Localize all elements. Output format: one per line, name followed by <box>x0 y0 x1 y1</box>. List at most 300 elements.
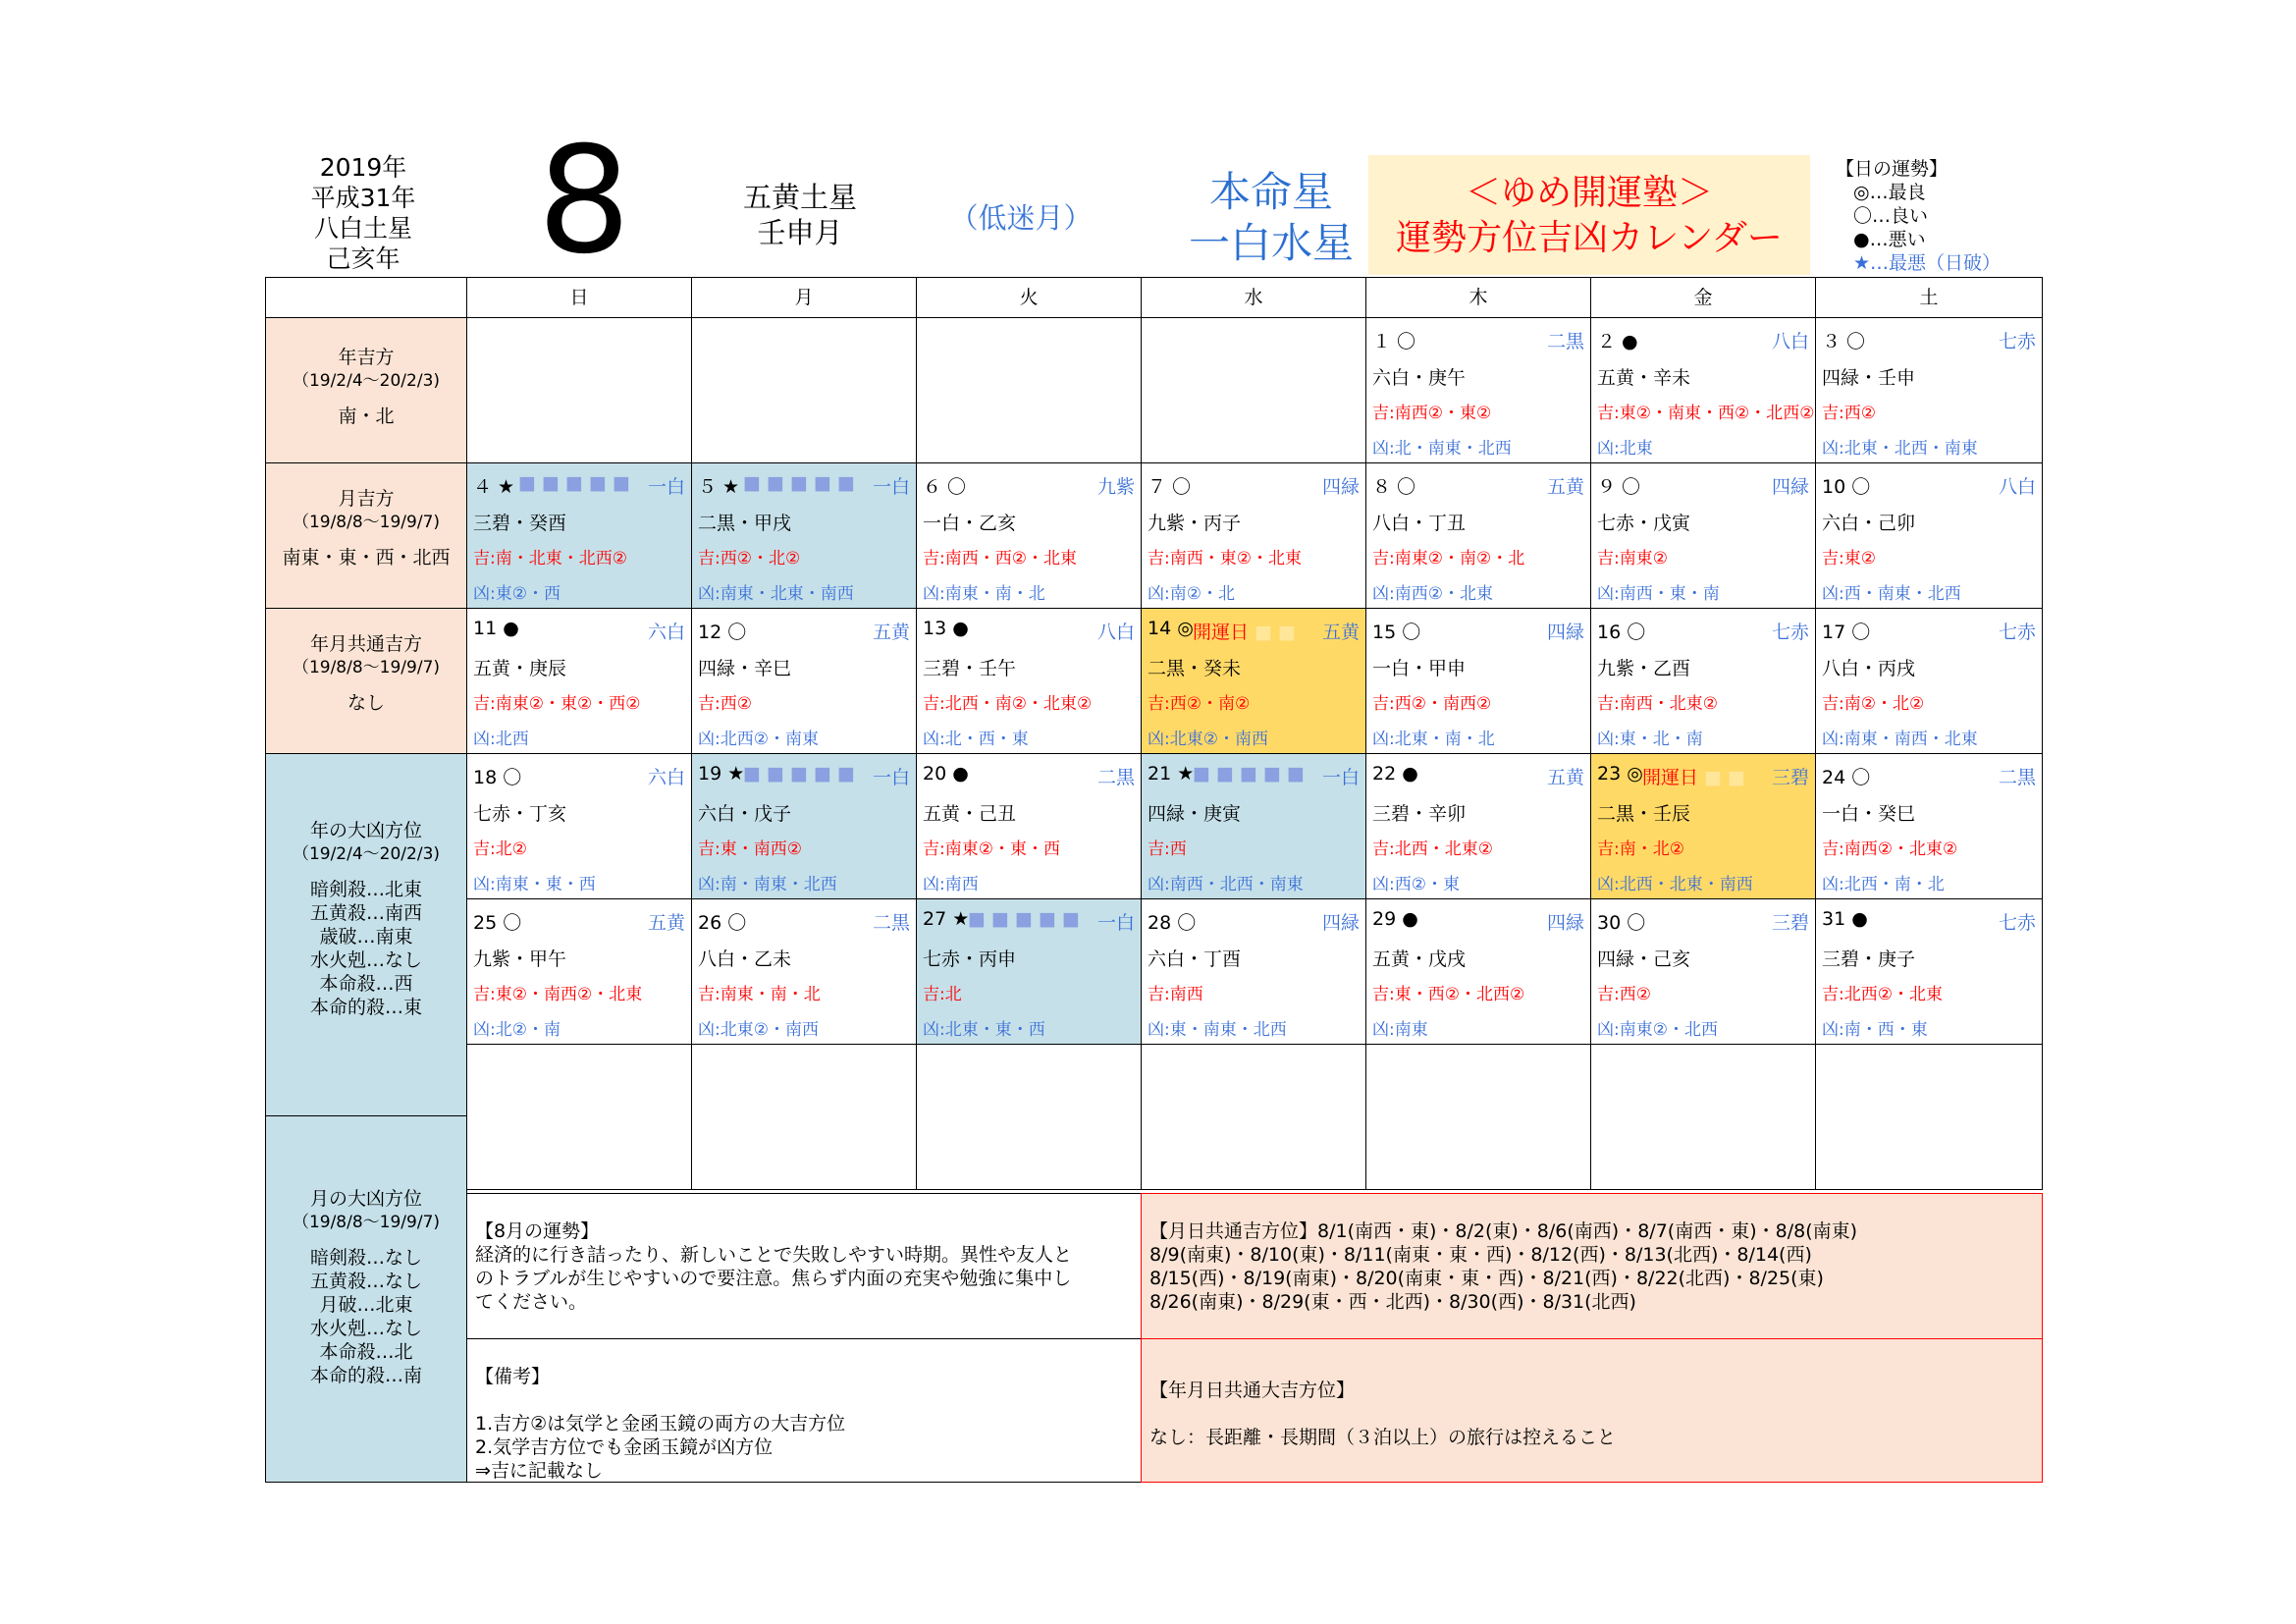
box-title: 【備考】 <box>475 1366 551 1387</box>
day-cell[interactable] <box>1141 898 1366 1045</box>
legend-line: 【日の運勢】 <box>1836 158 1949 180</box>
side-period: （19/2/4～20/2/3) <box>292 371 441 391</box>
day-eto: 四緑・辛巳 <box>698 658 792 679</box>
day-kippo: 吉:南東②・南②・北 <box>1372 549 1525 568</box>
day-number: 15 <box>1372 622 1397 643</box>
day-eto: 一白・乙亥 <box>923 513 1017 534</box>
side-nen-daikyo <box>265 753 467 1116</box>
weekday-sat: 土 <box>1815 277 2043 318</box>
calendar-grid <box>265 277 2043 1483</box>
fortune-mark: ● <box>1851 908 1868 930</box>
empty-day-cell <box>916 317 1142 463</box>
side-line: 暗剣殺…北東 <box>309 879 422 900</box>
legend-line: ●…悪い <box>1853 229 1926 250</box>
day-number: ３ <box>1822 331 1842 352</box>
day-cell[interactable] <box>1590 462 1816 609</box>
day-kyusei: 五黄 <box>1546 476 1584 498</box>
day-kyoho: 凶:南西・北西・南東 <box>1148 875 1304 894</box>
side-title: 月の大凶方位 <box>309 1188 422 1210</box>
day-kippo: 吉:南東② <box>1597 549 1668 568</box>
title-line: ＜ゆめ開運塾＞ <box>1465 173 1713 213</box>
fortune-mark: ★ <box>952 908 970 930</box>
fortune-mark: ● <box>952 618 969 639</box>
fortune-mark: ● <box>1402 763 1418 785</box>
legend-line: ★…最悪（日破） <box>1853 252 2002 274</box>
day-cell[interactable] <box>916 898 1142 1045</box>
corner-cell <box>265 277 467 318</box>
day-kippo: 吉:北西・南②・北東② <box>923 694 1093 714</box>
empty-day-cell <box>1365 1044 1591 1190</box>
month-star-line: 五黄土星 <box>742 181 857 214</box>
day-number: 19 <box>698 763 722 785</box>
day-eto: 五黄・己丑 <box>923 803 1017 825</box>
day-kyoho: 凶:北西②・南東 <box>698 730 819 749</box>
day-kyusei: 五黄 <box>647 912 685 934</box>
nippa-squares: ■ ■ ■ ■ ■ <box>1193 763 1305 785</box>
day-kippo: 吉:東② <box>1822 549 1876 568</box>
day-kippo: 吉:東②・南西②・北東 <box>473 985 643 1004</box>
day-eto: 六白・己卯 <box>1822 513 1916 534</box>
empty-day-cell <box>1815 1044 2043 1190</box>
day-number: １ <box>1372 331 1392 352</box>
legend-line: 〇…良い <box>1853 205 1929 227</box>
day-kyusei: 四緑 <box>1321 476 1360 498</box>
weekday-mon: 月 <box>691 277 917 318</box>
day-kyoho: 凶:南②・北 <box>1148 584 1235 604</box>
side-period: （19/8/8～19/9/7) <box>292 513 441 532</box>
day-kyusei: 七赤 <box>1998 331 2036 352</box>
empty-day-cell <box>916 1044 1142 1190</box>
day-kyoho: 凶:南西・東・南 <box>1597 584 1720 604</box>
common-kippo-box <box>1141 1193 2043 1339</box>
day-kyoho: 凶:北②・南 <box>473 1020 561 1040</box>
day-cell[interactable] <box>1815 898 2043 1045</box>
day-cell[interactable] <box>1815 608 2043 754</box>
day-kyoho: 凶:南東②・北西 <box>1597 1020 1718 1040</box>
day-eto: 三碧・辛卯 <box>1372 803 1467 825</box>
month-number: 8 <box>537 116 631 287</box>
day-kippo: 吉:南・北② <box>1597 839 1684 859</box>
fortune-mark: 〇 <box>1177 912 1197 934</box>
side-line: 本命的殺…南 <box>309 1365 422 1386</box>
day-eto: 二黒・壬辰 <box>1597 803 1691 825</box>
day-cell[interactable] <box>1141 753 1366 899</box>
empty-day-cell <box>466 1044 692 1190</box>
day-cell[interactable] <box>466 753 692 899</box>
side-line: 暗剣殺…なし <box>309 1247 422 1269</box>
fortune-mark: ★ <box>498 476 515 498</box>
day-eto: 六白・庚午 <box>1372 367 1467 389</box>
box-line: 8/26(南東)・8/29(東・西・北西)・8/30(西)・8/31(北西) <box>1149 1291 1636 1313</box>
day-number: 25 <box>473 912 498 934</box>
day-eto: 八白・丁丑 <box>1372 513 1467 534</box>
day-kippo: 吉:東②・南東・西②・北西② <box>1597 404 1815 423</box>
side-line: 水火剋…なし <box>309 949 422 971</box>
day-number: 23 <box>1597 763 1622 785</box>
day-kyusei: 七赤 <box>1998 622 2036 643</box>
day-eto: 九紫・乙酉 <box>1597 658 1691 679</box>
title-line: 運勢方位吉凶カレンダー <box>1396 218 1783 258</box>
day-kyusei: 八白 <box>1998 476 2036 498</box>
day-eto: 二黒・甲戌 <box>698 513 792 534</box>
day-kyoho: 凶:南西 <box>923 875 979 894</box>
day-eto: 五黄・辛未 <box>1597 367 1691 389</box>
day-number: 27 <box>923 908 947 930</box>
day-cell[interactable] <box>1815 462 2043 609</box>
box-line: 経済的に行き詰ったり、新しいことで失敗しやすい時期。異性や友人と <box>475 1244 1073 1266</box>
empty-day-cell <box>691 317 917 463</box>
side-title: 年吉方 <box>338 347 395 368</box>
day-kippo: 吉:南西②・東② <box>1372 404 1492 423</box>
day-kyusei: 一白 <box>872 476 910 498</box>
day-kyoho: 凶:東②・西 <box>473 584 561 604</box>
side-line: 本命的殺…東 <box>309 997 422 1018</box>
day-eto: 七赤・戊寅 <box>1597 513 1691 534</box>
month-note: （低迷月） <box>949 201 1093 235</box>
day-kyoho: 凶:北西 <box>473 730 529 749</box>
year-line: 平成31年 <box>310 184 416 212</box>
day-kippo: 吉:東・西②・北西② <box>1372 985 1525 1004</box>
day-kyoho: 凶:北西・北東・南西 <box>1597 875 1753 894</box>
day-number: 20 <box>923 763 947 785</box>
day-kyoho: 凶:北東②・南西 <box>1148 730 1268 749</box>
day-cell[interactable] <box>691 753 917 899</box>
side-line: 本命殺…西 <box>319 973 413 995</box>
day-number: 21 <box>1148 763 1172 785</box>
box-title: 【年月日共通大吉方位】 <box>1149 1380 1356 1401</box>
day-eto: 六白・丁酉 <box>1148 948 1242 970</box>
day-kyoho: 凶:北西・南・北 <box>1822 875 1945 894</box>
fortune-mark: ★ <box>1177 763 1195 785</box>
day-kyusei: 七赤 <box>1998 912 2036 934</box>
day-eto: 三碧・癸酉 <box>473 513 567 534</box>
fortune-mark: 〇 <box>1622 476 1641 498</box>
month-star <box>726 180 874 250</box>
day-eto: 九紫・丙子 <box>1148 513 1242 534</box>
fortune-mark: 〇 <box>1397 476 1416 498</box>
day-cell[interactable] <box>466 462 692 609</box>
side-nen-kippo <box>265 317 467 463</box>
fortune-mark: 〇 <box>1627 912 1646 934</box>
empty-day-cell <box>1141 1044 1366 1190</box>
kaiun-label: 開運日 ■ ■ <box>1193 622 1297 643</box>
day-kippo: 吉:北西②・北東 <box>1822 985 1943 1004</box>
side-line: 本命殺…北 <box>319 1341 413 1363</box>
day-eto: 二黒・癸未 <box>1148 658 1242 679</box>
day-cell[interactable] <box>691 898 917 1045</box>
nippa-squares: ■ ■ ■ ■ ■ <box>743 763 855 785</box>
calendar-title <box>1368 155 1810 275</box>
day-kyoho: 凶:北・西・東 <box>923 730 1029 749</box>
day-kyoho: 凶:北東②・南西 <box>698 1020 819 1040</box>
daikichi-box <box>1141 1338 2043 1483</box>
fortune-mark: ◎ <box>1177 618 1194 639</box>
day-cell[interactable] <box>916 608 1142 754</box>
day-kyusei: 二黒 <box>1998 767 2036 788</box>
box-line: 2.気学吉方位でも金函玉鏡が凶方位 <box>475 1436 774 1458</box>
fortune-mark: 〇 <box>1851 767 1871 788</box>
day-kyusei: 九紫 <box>1096 476 1135 498</box>
day-kyusei: 六白 <box>647 622 685 643</box>
day-kippo: 吉:西 <box>1148 839 1187 859</box>
fortune-mark: 〇 <box>727 912 747 934</box>
side-period: （19/8/8～19/9/7) <box>292 658 441 677</box>
day-eto: 四緑・庚寅 <box>1148 803 1242 825</box>
fortune-mark: 〇 <box>1851 622 1871 643</box>
day-kippo: 吉:西② <box>1597 985 1651 1004</box>
side-line: 五黄殺…南西 <box>309 902 422 924</box>
day-kyoho: 凶:北東・南・北 <box>1372 730 1495 749</box>
fortune-mark: ★ <box>722 476 740 498</box>
fortune-mark: 〇 <box>1402 622 1421 643</box>
day-kyusei: 八白 <box>1771 331 1809 352</box>
day-number: 16 <box>1597 622 1622 643</box>
empty-day-cell <box>691 1044 917 1190</box>
day-cell[interactable] <box>1141 462 1366 609</box>
day-eto: 四緑・己亥 <box>1597 948 1691 970</box>
day-number: 13 <box>923 618 947 639</box>
day-number: ６ <box>923 476 942 498</box>
day-cell[interactable] <box>1365 898 1591 1045</box>
day-eto: 五黄・戊戌 <box>1372 948 1467 970</box>
side-line: 水火剋…なし <box>309 1318 422 1339</box>
day-number: 10 <box>1822 476 1846 498</box>
side-title: 年の大凶方位 <box>309 820 422 841</box>
legend-line: ◎…最良 <box>1853 182 1926 203</box>
day-number: 18 <box>473 767 498 788</box>
weekday-thu: 木 <box>1365 277 1591 318</box>
box-line: 【月日共通吉方位】8/1(南西・東)・8/2(東)・8/6(南西)・8/7(南西・東)・8/8(南東) <box>1149 1220 1858 1242</box>
day-cell[interactable] <box>691 608 917 754</box>
day-eto: 五黄・庚辰 <box>473 658 567 679</box>
day-eto: 六白・戊子 <box>698 803 792 825</box>
fortune-mark: ● <box>1402 908 1418 930</box>
day-eto: 四緑・壬申 <box>1822 367 1916 389</box>
weekday-fri: 金 <box>1590 277 1816 318</box>
day-kyoho: 凶:西②・東 <box>1372 875 1460 894</box>
side-tsuki-daikyo <box>265 1115 467 1483</box>
day-kippo: 吉:南②・北② <box>1822 694 1925 714</box>
day-kippo: 吉:南西・西②・北東 <box>923 549 1077 568</box>
day-number: ８ <box>1372 476 1392 498</box>
year-info <box>294 152 432 274</box>
year-line: 八白土星 <box>313 214 412 243</box>
day-kyoho: 凶:東・南東・北西 <box>1148 1020 1287 1040</box>
box-title: 【8月の運勢】 <box>475 1220 600 1242</box>
day-kyusei: 四緑 <box>1771 476 1809 498</box>
day-eto: 三碧・庚子 <box>1822 948 1916 970</box>
month-fortune-box <box>466 1193 1142 1339</box>
nippa-squares: ■ ■ ■ ■ ■ <box>743 472 855 494</box>
day-eto: 九紫・甲午 <box>473 948 567 970</box>
month-star-line: 壬申月 <box>757 216 843 249</box>
day-kyusei: 四緑 <box>1546 622 1584 643</box>
day-cell[interactable] <box>466 608 692 754</box>
day-cell[interactable] <box>1590 753 1816 899</box>
day-number: 30 <box>1597 912 1622 934</box>
box-line: 1.吉方②は気学と金函玉鏡の両方の大吉方位 <box>475 1413 846 1435</box>
day-kyoho: 凶:北東 <box>1597 439 1653 459</box>
fortune-mark: 〇 <box>947 476 967 498</box>
side-tsuki-kippo <box>265 462 467 609</box>
fortune-mark: 〇 <box>503 767 522 788</box>
fortune-mark: 〇 <box>1627 622 1646 643</box>
day-cell[interactable] <box>1815 317 2043 463</box>
day-kippo: 吉:北 <box>923 985 962 1004</box>
day-cell[interactable] <box>1365 462 1591 609</box>
side-title: 月吉方 <box>338 488 395 510</box>
day-number: 22 <box>1372 763 1397 785</box>
day-kyusei: 一白 <box>1096 912 1135 934</box>
day-eto: 八白・乙未 <box>698 948 792 970</box>
side-line: 歳破…南東 <box>319 926 413 947</box>
side-value: なし <box>347 692 385 714</box>
day-kippo: 吉:南東②・東②・西② <box>473 694 641 714</box>
fortune-mark: 〇 <box>1172 476 1192 498</box>
day-kyusei: 二黒 <box>1096 767 1135 788</box>
box-line: のトラブルが生じやすいので要注意。焦らず内面の充実や勉強に集中し <box>475 1268 1072 1289</box>
fortune-mark: ● <box>1622 331 1638 352</box>
day-kyoho: 凶:南東・南西・北東 <box>1822 730 1978 749</box>
box-line: 8/9(南東)・8/10(東)・8/11(南東・東・西)・8/12(西)・8/13(北西)・8/14(西) <box>1149 1244 1812 1266</box>
day-kippo: 吉:南西 <box>1148 985 1203 1004</box>
weekday-wed: 水 <box>1141 277 1366 318</box>
day-kippo: 吉:南東②・東・西 <box>923 839 1060 859</box>
day-kyusei: 三碧 <box>1771 767 1809 788</box>
weekday-tue: 火 <box>916 277 1142 318</box>
day-cell[interactable] <box>1590 317 1816 463</box>
honmei-star <box>1158 167 1384 269</box>
box-line: てください。 <box>475 1291 588 1313</box>
day-number: 29 <box>1372 908 1397 930</box>
day-number: 26 <box>698 912 722 934</box>
day-number: ９ <box>1597 476 1617 498</box>
day-kyusei: 四緑 <box>1321 912 1360 934</box>
fortune-mark: 〇 <box>1397 331 1416 352</box>
remarks-box <box>466 1338 1142 1483</box>
day-kyoho: 凶:南東・北東・南西 <box>698 584 854 604</box>
day-number: 14 <box>1148 618 1172 639</box>
fortune-mark: ● <box>952 763 969 785</box>
day-number: ４ <box>473 476 493 498</box>
day-kippo: 吉:南西・東②・北東 <box>1148 549 1302 568</box>
day-number: 11 <box>473 618 498 639</box>
day-cell[interactable] <box>466 898 692 1045</box>
day-kyusei: 五黄 <box>872 622 910 643</box>
day-kyusei: 二黒 <box>872 912 910 934</box>
year-line: 2019年 <box>319 153 407 182</box>
day-number: 28 <box>1148 912 1172 934</box>
day-cell[interactable] <box>1815 753 2043 899</box>
day-eto: 一白・甲申 <box>1372 658 1467 679</box>
day-kippo: 吉:西②・南西② <box>1372 694 1492 714</box>
day-kyusei: 五黄 <box>1321 622 1360 643</box>
fortune-mark: 〇 <box>1846 331 1866 352</box>
day-kippo: 吉:西②・北② <box>698 549 801 568</box>
box-line: なし：長距離・長期間（３泊以上）の旅行は控えること <box>1149 1427 1617 1448</box>
day-cell[interactable] <box>1141 608 1366 754</box>
day-cell[interactable] <box>1365 317 1591 463</box>
side-value: 南・北 <box>338 406 395 427</box>
side-line: 五黄殺…なし <box>309 1271 422 1292</box>
day-kyusei: 一白 <box>647 476 685 498</box>
year-line: 己亥年 <box>326 244 400 273</box>
side-title: 年月共通吉方 <box>309 633 422 655</box>
day-kippo: 吉:南西・北東② <box>1597 694 1718 714</box>
fortune-legend <box>1836 157 2032 275</box>
day-kippo: 吉:南西②・北東② <box>1822 839 1958 859</box>
box-line: ⇒吉に記載なし <box>475 1460 603 1482</box>
day-cell[interactable] <box>1365 753 1591 899</box>
day-kyusei: 五黄 <box>1546 767 1584 788</box>
day-cell[interactable] <box>1590 608 1816 754</box>
day-kippo: 吉:北② <box>473 839 527 859</box>
day-kyoho: 凶:西・南東・北西 <box>1822 584 1961 604</box>
day-cell[interactable] <box>916 462 1142 609</box>
day-kyoho: 凶:南東 <box>1372 1020 1428 1040</box>
day-kyusei: 一白 <box>872 767 910 788</box>
day-kyoho: 凶:南東・東・西 <box>473 875 596 894</box>
day-number: 24 <box>1822 767 1846 788</box>
day-number: ５ <box>698 476 718 498</box>
fortune-mark: 〇 <box>727 622 747 643</box>
fortune-mark: ★ <box>727 763 745 785</box>
day-eto: 七赤・丁亥 <box>473 803 567 825</box>
empty-day-cell <box>466 317 692 463</box>
fortune-mark: 〇 <box>1851 476 1871 498</box>
nippa-squares: ■ ■ ■ ■ ■ <box>968 908 1080 930</box>
day-cell[interactable] <box>1365 608 1591 754</box>
day-cell[interactable] <box>916 753 1142 899</box>
box-line: 8/15(西)・8/19(南東)・8/20(南東・東・西)・8/21(西)・8/22(北西)・8/25(東) <box>1149 1268 1824 1289</box>
day-cell[interactable] <box>691 462 917 609</box>
day-kyoho: 凶:南・南東・北西 <box>698 875 837 894</box>
day-kyusei: 六白 <box>647 767 685 788</box>
weekday-sun: 日 <box>466 277 692 318</box>
day-kyoho: 凶:南・西・東 <box>1822 1020 1928 1040</box>
day-kippo: 吉:西② <box>698 694 752 714</box>
day-kippo: 吉:北西・北東② <box>1372 839 1493 859</box>
side-line: 月破…北東 <box>319 1294 413 1316</box>
day-kyoho: 凶:北東・北西・南東 <box>1822 439 1978 459</box>
day-eto: 三碧・壬午 <box>923 658 1017 679</box>
day-kyoho: 凶:北東・東・西 <box>923 1020 1045 1040</box>
day-kyusei: 四緑 <box>1546 912 1584 934</box>
honmei-line: 一白水星 <box>1188 219 1354 267</box>
day-number: 31 <box>1822 908 1846 930</box>
fortune-mark: ● <box>503 618 519 639</box>
empty-day-cell <box>1141 317 1366 463</box>
day-kyoho: 凶:東・北・南 <box>1597 730 1703 749</box>
day-kippo: 吉:南東・南・北 <box>698 985 821 1004</box>
day-kyusei: 二黒 <box>1546 331 1584 352</box>
fortune-mark: 〇 <box>503 912 522 934</box>
day-cell[interactable] <box>1590 898 1816 1045</box>
day-eto: 七赤・丙申 <box>923 948 1017 970</box>
fortune-mark: ◎ <box>1627 763 1643 785</box>
day-number: ２ <box>1597 331 1617 352</box>
day-eto: 八白・丙戌 <box>1822 658 1916 679</box>
day-kyoho: 凶:北・南東・北西 <box>1372 439 1512 459</box>
day-kippo: 吉:南・北東・北西② <box>473 549 627 568</box>
day-kyoho: 凶:南東・南・北 <box>923 584 1045 604</box>
side-value: 南東・東・西・北西 <box>282 547 451 568</box>
nippa-squares: ■ ■ ■ ■ ■ <box>518 472 630 494</box>
side-period: （19/8/8～19/9/7) <box>292 1213 441 1232</box>
day-kippo: 吉:西②・南② <box>1148 694 1251 714</box>
day-eto: 一白・癸巳 <box>1822 803 1916 825</box>
day-kippo: 吉:東・南西② <box>698 839 802 859</box>
